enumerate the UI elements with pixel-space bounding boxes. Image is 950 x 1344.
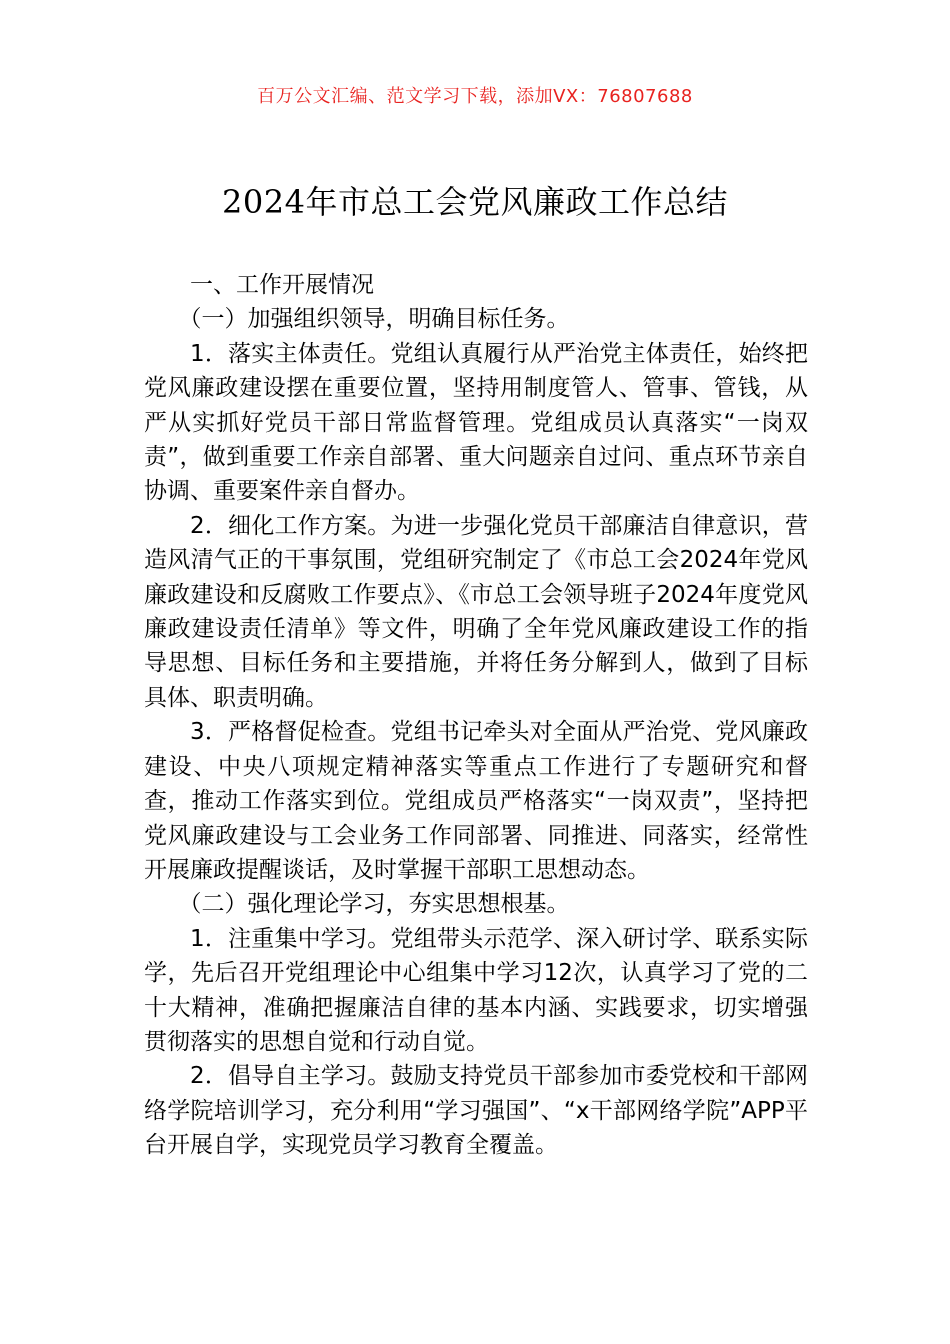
document-title: 2024年市总工会党风廉政工作总结 (222, 183, 728, 221)
paragraph: 2．细化工作方案。为进一步强化党员干部廉洁自律意识，营造风清气正的干事氛围，党组研究制定了《市总工会2024年党风廉政建设和反腐败工作要点》、《市总工会领导班子2024年度党风廉政建设责任清单》等文件，明确了全年党风廉政建设工作的指导思想、目标任务和主要措施，并将任务分解到人，做到了目标具体、职责明确。 (144, 512, 808, 711)
paragraph: 1．注重集中学习。党组带头示范学、深入研讨学、联系实际学，先后召开党组理论中心组集中学习12次，认真学习了党的二十大精神，准确把握廉洁自律的基本内涵、实践要求，切实增强贯彻落实的思想自觉和行动自觉。 (144, 925, 808, 1055)
header-note: 百万公文汇编、范文学习下载，添加VX：76807688 (257, 86, 693, 107)
paragraph: 2．倡导自主学习。鼓励支持党员干部参加市委党校和干部网络学院培训学习，充分利用“学习强国”、“x干部网络学院”APP平台开展自学，实现党员学习教育全覆盖。 (144, 1063, 808, 1159)
subsection-heading: （二）强化理论学习，夯实思想根基。 (178, 891, 570, 918)
document-body (144, 268, 808, 1163)
paragraph: 1．落实主体责任。党组认真履行从严治党主体责任，始终把党风廉政建设摆在重要位置，坚持用制度管人、管事、管钱，从严从实抓好党员干部日常监督管理。党组成员认真落实“一岗双责”，做到重要工作亲自部署、重大问题亲自过问、重点环节亲自协调、重要案件亲自督办。 (144, 340, 808, 505)
section-heading: 一、工作开展情况 (190, 272, 374, 298)
paragraph: 3．严格督促检查。党组书记牵头对全面从严治党、党风廉政建设、中央八项规定精神落实等重点工作进行了专题研究和督查，推动工作落实到位。党组成员严格落实“一岗双责”，坚持把党风廉政建设与工会业务工作同部署、同推进、同落实，经常性开展廉政提醒谈话，及时掌握干部职工思想动态。 (144, 719, 808, 883)
subsection-heading: （一）加强组织领导，明确目标任务。 (178, 306, 570, 333)
